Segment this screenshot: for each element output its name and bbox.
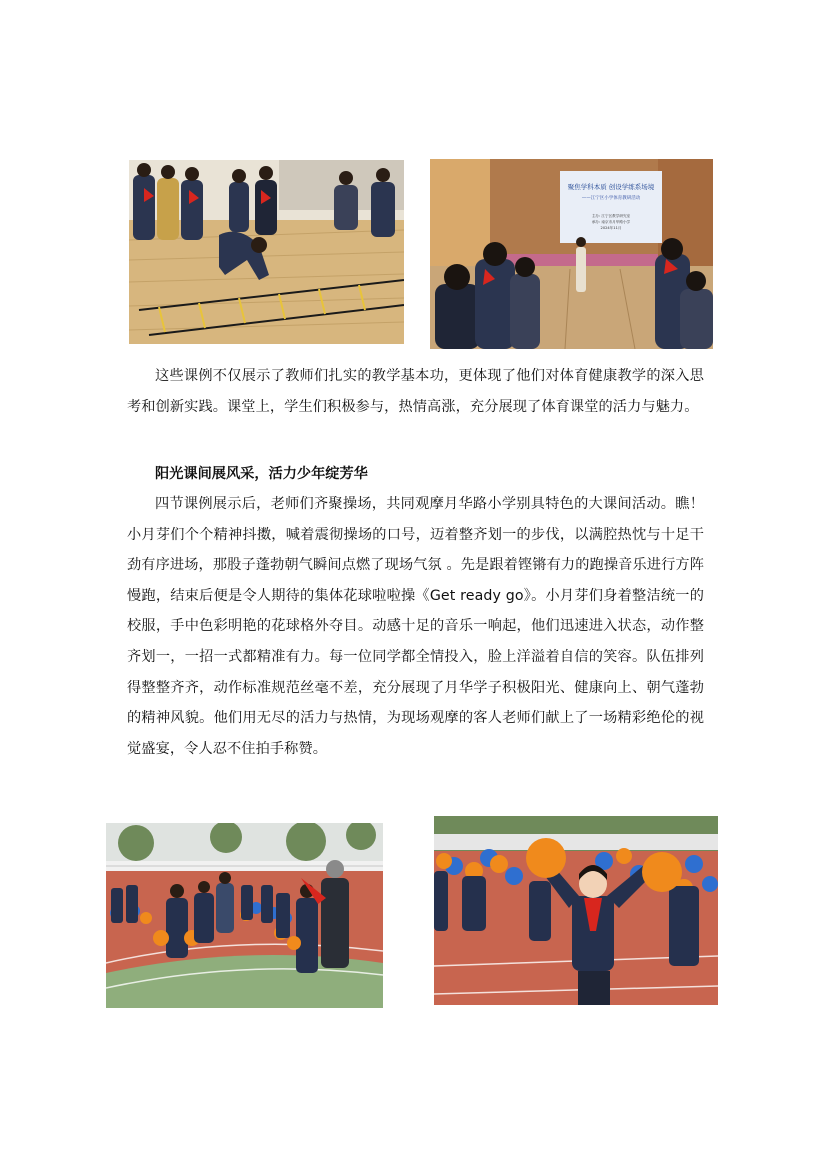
banner-line1: 聚焦学科本质 创设学练系场境	[567, 183, 655, 191]
stage-demo-photo	[430, 159, 713, 349]
playground-cheer-photo-2	[434, 816, 718, 1005]
gym-class-photo	[129, 160, 404, 344]
paragraph-1: 这些课例不仅展示了教师们扎实的教学基本功，更体现了他们对体育健康教学的深入思考和创新实践。课堂上，学生们积极参与，热情高涨，充分展现了体育课堂的活力与魅力。	[127, 368, 704, 415]
banner-line4: 承办: 南京市月华路小学	[591, 220, 631, 224]
banner-line3: 主办: 江宁区教学研究室	[591, 214, 631, 218]
banner-screen	[560, 171, 662, 243]
playground-cheer-image-1	[106, 823, 383, 1008]
gym-class-image	[129, 160, 404, 344]
playground-cheer-image-2	[434, 816, 718, 1005]
banner-line2: ——江宁区小学体育教研活动	[581, 196, 641, 201]
banner-date: 2024年11月	[600, 226, 622, 230]
section-heading: 阳光课间展风采，活力少年绽芳华	[155, 466, 368, 482]
playground-cheer-photo-1	[106, 823, 383, 1008]
stage-demo-image	[430, 159, 713, 349]
paragraph-2: 四节课例展示后，老师们齐聚操场，共同观摩月华路小学别具特色的大课间活动。瞧！小月芽们个个精神抖擞，喊着震彻操场的口号，迈着整齐划一的步伐，以满腔热忱与十足干劲有序进场，那股子蓬勃朝气瞬间点燃了现场气氛 。先是跟着铿锵有力的跑操音乐进行方阵慢跑，结束后便是令人期待的集体花球啦啦操《Get ready go》。小月芽们身着整洁统一的校服，手中色彩明艳的花球格外夺目。动感十足的音乐一响起，他们迅速进入状态，动作整齐划一，一招一式都精准有力。每一位同学都全情投入，脸上洋溢着自信的笑容。队伍排列得整整齐齐，动作标准规范丝毫不差，充分展现了月华学子积极阳光、健康向上、朝气蓬勃的精神风貌。他们用无尽的活力与热情，为现场观摩的客人老师们献上了一场精彩绝伦的视觉盛宴，令人忍不住拍手称赞。	[127, 496, 704, 757]
